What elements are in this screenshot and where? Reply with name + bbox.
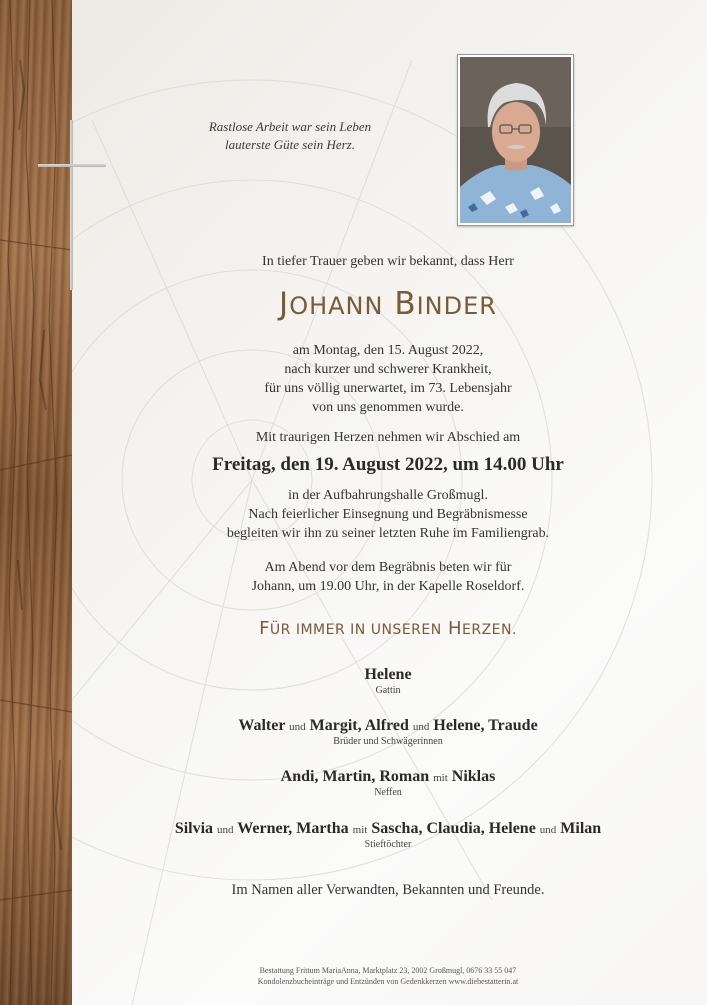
- passing-text: [100, 341, 676, 417]
- prayer-text: [100, 558, 676, 596]
- conjunction: und: [289, 721, 306, 733]
- farewell-text: Mit traurigen Herzen nehmen wir Abschied am: [255, 430, 521, 445]
- mourner-name: Andi, Martin, Roman: [280, 768, 430, 785]
- ceremony-text: [100, 486, 676, 543]
- conjunction: mit: [433, 772, 448, 784]
- ceremony-line: begleiten wir ihn zu seiner letzten Ruhe im Familiengrab.: [226, 526, 550, 541]
- wood-border: [0, 0, 72, 1005]
- mourner-name: Milan: [560, 820, 602, 837]
- mourner-relation: Neffen: [374, 787, 402, 798]
- intro-text: In tiefer Trauer geben wir bekannt, dass Herr: [262, 254, 514, 269]
- last-name-initial: B: [394, 286, 417, 322]
- forever-initial-f: F: [259, 618, 270, 639]
- first-name-initial: J: [279, 286, 290, 322]
- mourner-group-siblings: [100, 717, 676, 747]
- mourner-name: Helene, Traude: [433, 717, 538, 734]
- conjunction: und: [217, 824, 234, 836]
- mourner-relation: Gattin: [375, 685, 401, 696]
- mourner-name: Sascha, Claudia, Helene: [371, 820, 536, 837]
- portrait-frame: [457, 54, 574, 226]
- mourner-names: [100, 666, 676, 684]
- mourner-name: Silvia: [174, 820, 214, 837]
- forever-rest-1: ÜR IMMER IN UNSEREN: [269, 622, 442, 638]
- mourner-names: [100, 717, 676, 735]
- passing-line: am Montag, den 15. August 2022,: [292, 343, 484, 358]
- mourner-group-nephews: [100, 768, 676, 798]
- motto: [200, 118, 380, 154]
- motto-line-1: Rastlose Arbeit war sein Leben: [208, 119, 372, 134]
- mourner-relation: Brüder und Schwägerinnen: [333, 736, 443, 747]
- forever-rest-2: ERZEN.: [462, 622, 517, 638]
- passing-line: von uns genommen wurde.: [312, 400, 464, 415]
- forever-initial-h: H: [447, 618, 462, 639]
- footer-line-1: Bestattung Frittum MariaAnna, Marktplatz 23, 2002 Großmugl, 0676 33 55 047: [259, 966, 517, 975]
- forever-heading: [100, 618, 676, 639]
- mourner-name: Niklas: [451, 768, 496, 785]
- cross-vertical-bar: [70, 120, 73, 290]
- mourner-group-stepdaughters: [100, 820, 676, 850]
- passing-line: für uns völlig unerwartet, im 73. Lebensjahr: [264, 381, 512, 396]
- first-name-rest: OHANN: [289, 292, 384, 320]
- closing-text: Im Namen aller Verwandten, Bekannten und Freunde.: [231, 882, 545, 898]
- cross-horizontal-bar: [38, 164, 106, 167]
- motto-line-2: lauterste Güte sein Herz.: [225, 137, 355, 152]
- mourner-names: [100, 768, 676, 786]
- mourner-name: Werner, Martha: [237, 820, 349, 837]
- mourner-relation: Stieftöchter: [364, 839, 412, 850]
- footer-line-2: Kondolenzbucheinträge und Entzünden von Gedenkkerzen www.diebestatterin.at: [257, 977, 519, 986]
- funeral-date: Freitag, den 19. August 2022, um 14.00 Uhr: [212, 454, 564, 475]
- conjunction: und: [539, 824, 557, 836]
- mourner-names: [100, 820, 676, 838]
- conjunction: mit: [352, 824, 368, 836]
- prayer-line: Johann, um 19.00 Uhr, in der Kapelle Roseldorf.: [251, 579, 525, 594]
- footer: [100, 965, 676, 987]
- mourner-name: Margit, Alfred: [309, 717, 409, 734]
- ceremony-line: Nach feierlicher Einsegnung und Begräbnismesse: [248, 507, 528, 522]
- mourner-name: Helene: [364, 666, 412, 683]
- conjunction: und: [412, 721, 430, 733]
- mourner-group-spouse: [100, 666, 676, 696]
- last-name-rest: INDER: [416, 292, 497, 320]
- portrait-photo: [460, 57, 571, 223]
- mourner-name: Walter: [238, 717, 286, 734]
- passing-line: nach kurzer und schwerer Krankheit,: [284, 362, 492, 377]
- ceremony-line: in der Aufbahrungshalle Großmugl.: [288, 488, 488, 503]
- prayer-line: Am Abend vor dem Begräbnis beten wir für: [264, 560, 512, 575]
- deceased-name: [100, 286, 676, 322]
